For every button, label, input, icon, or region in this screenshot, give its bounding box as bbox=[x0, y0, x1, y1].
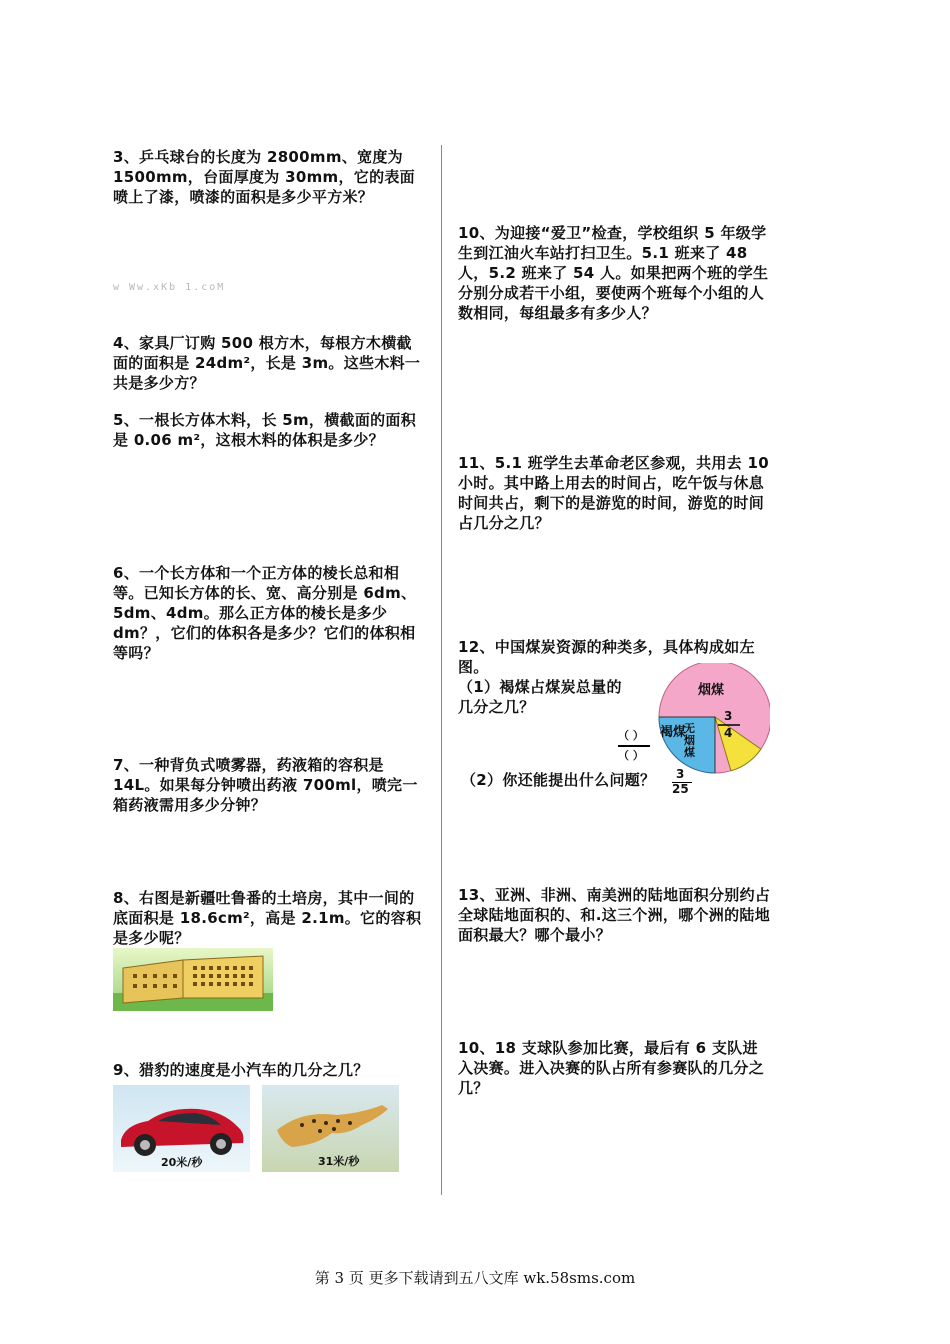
pie-label-wuyanmei: 无烟煤 bbox=[684, 722, 695, 759]
coal-pie-chart bbox=[610, 663, 770, 803]
question-9: 9、猎豹的速度是小汽车的几分之几？ bbox=[113, 1061, 369, 1079]
watermark-text: w Ww.xKb 1.coM bbox=[113, 282, 226, 293]
pie-label-yanmei: 烟煤 bbox=[698, 683, 725, 698]
car-speed-label: 20米/秒 bbox=[161, 1156, 203, 1169]
pie-yanmei-numerator: 3 bbox=[724, 709, 733, 723]
pie-yanmei-denominator: 4 bbox=[724, 726, 733, 740]
question-3: 3、乒乓球台的长度为 2800mm、宽度为 1500mm，台面厚度为 30mm，它的表面喷上了漆，喷漆的面积是多少平方米？ bbox=[113, 148, 415, 206]
question-14: 10、18 支球队参加比赛，最后有 6 支队进入决赛。进入决赛的队占所有参赛队的几分之几？ bbox=[458, 1039, 765, 1097]
page-footer: 第 3 页 更多下载请到五八文库 wk.58sms.com bbox=[314, 1269, 636, 1287]
question-5: 5、一根长方体木料，长 5m，横截面的面积是 0.06 m²，这根木料的体积是多少？ bbox=[113, 411, 417, 449]
cheetah-image bbox=[262, 1085, 399, 1172]
question-13: 13、亚洲、非洲、南美洲的陆地面积分别约占全球陆地面积的、和.这三个洲，哪个洲的陆地面积最大？哪个最小？ bbox=[458, 886, 771, 944]
house-illustration bbox=[113, 948, 273, 1011]
pie-blank-top: （ ） bbox=[618, 729, 644, 742]
question-6: 6、一个长方体和一个正方体的棱长总和相等。已知长方体的长、宽、高分别是 6dm、5dm、4dm。那么正方体的棱长是多少 dm？，它们的体积各是多少？它们的体积相等吗？ bbox=[113, 564, 417, 662]
column-divider bbox=[441, 145, 442, 1195]
question-10: 10、为迎接“爱卫”检查，学校组织 5 年级学生到江油火车站打扫卫生。5.1 班来了 48 人，5.2 班来了 54 人。如果把两个班的学生分别分成若干小组，要使两个班每个小组的人数相同，每组最多有多少人？ bbox=[458, 224, 769, 322]
question-12-part-2: （2）你还能提出什么问题？ bbox=[461, 771, 656, 789]
question-7: 7、一种背负式喷雾器，药液箱的容积是 14L。如果每分钟喷出药液 700ml，喷完一箱药液需用多少分钟？ bbox=[113, 756, 418, 814]
question-4: 4、家具厂订购 500 根方木，每根方木横截面的面积是 24dm²，长是 3m。这些木料一共是多少方？ bbox=[113, 334, 421, 392]
cheetah-speed-label: 31米/秒 bbox=[318, 1155, 360, 1168]
pie-label-hemei: 褐煤 bbox=[660, 725, 687, 740]
pie-blank-bottom: （ ） bbox=[618, 749, 644, 762]
question-12-part-1: （1）褐煤占煤炭总量的几分之几？ bbox=[458, 678, 622, 716]
pie-wuyan-numerator: 3 bbox=[676, 767, 685, 781]
question-11: 11、5.1 班学生去革命老区参观，共用去 10 小时。其中路上用去的时间占，吃午饭与休息时间共占，剩下的是游览的时间，游览的时间占几分之几？ bbox=[458, 454, 769, 532]
car-image bbox=[113, 1085, 250, 1172]
pie-wuyan-denominator: 25 bbox=[672, 782, 689, 796]
question-12-intro: 12、中国煤炭资源的种类多，具体构成如左图。 bbox=[458, 638, 755, 676]
question-8: 8、右图是新疆吐鲁番的土培房，其中一间的底面积是 18.6cm²，高是 2.1m。它的容积是多少呢？ bbox=[113, 889, 422, 947]
